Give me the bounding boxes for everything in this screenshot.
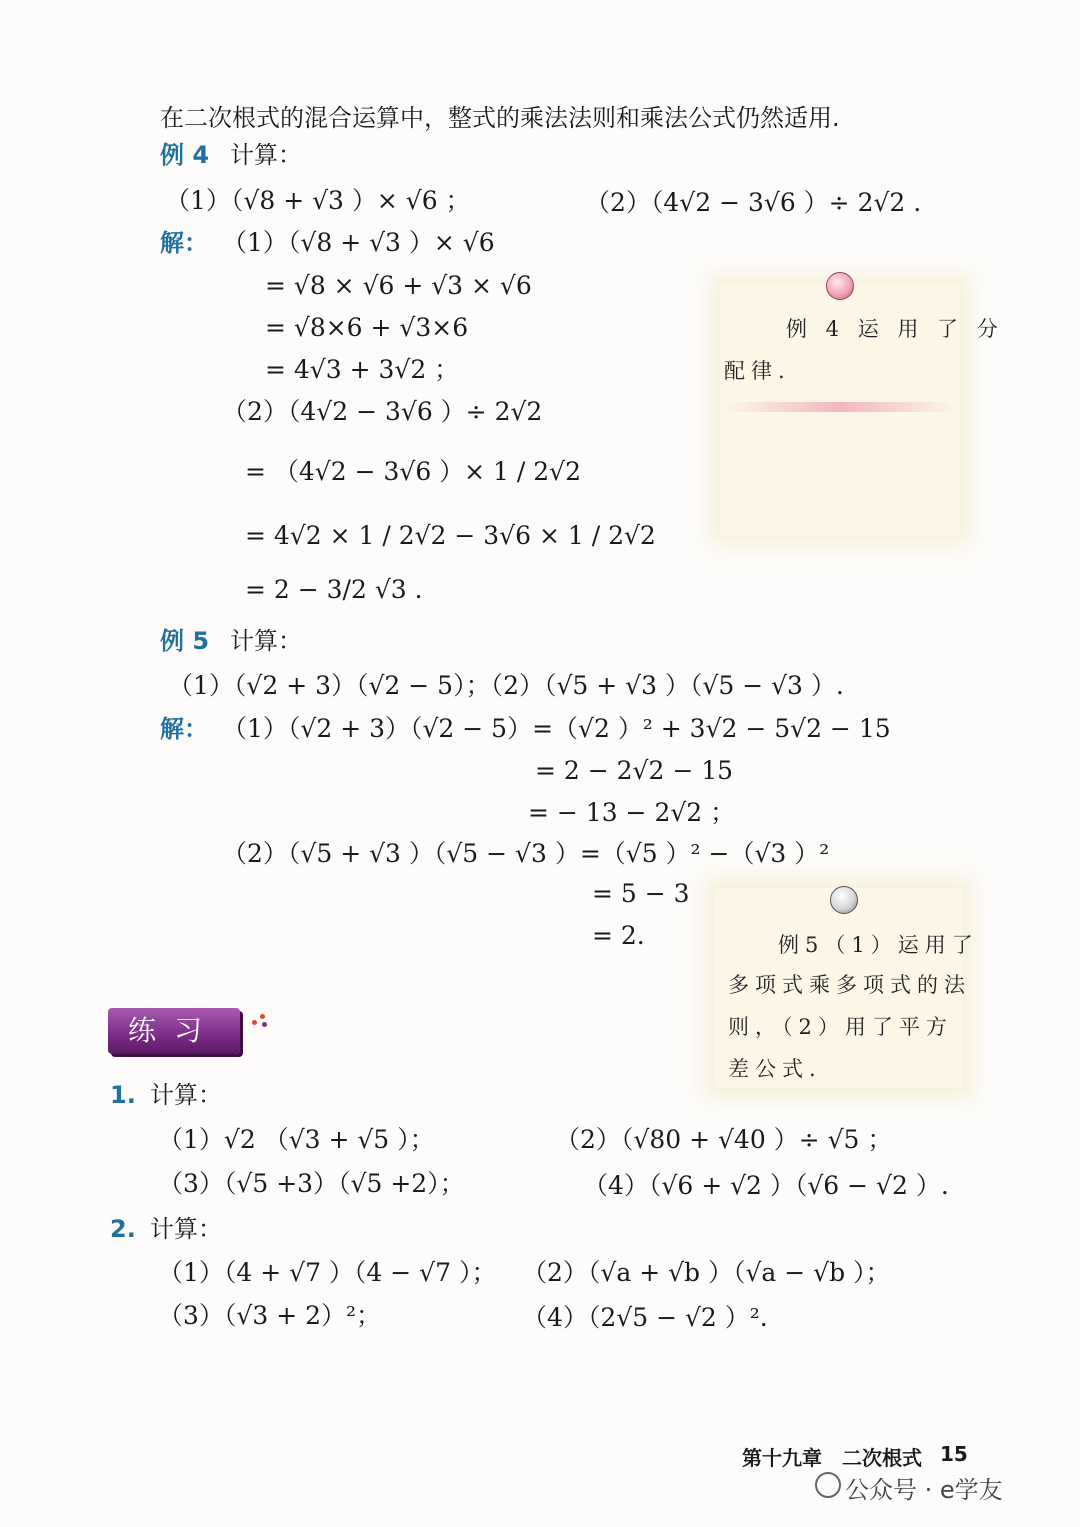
example5-task: 计算： bbox=[230, 627, 302, 655]
example5-solution-label: 解： bbox=[160, 715, 208, 743]
q1-task: 计算： bbox=[150, 1081, 222, 1109]
watermark-text: 公众号 · e学友 bbox=[845, 1476, 1003, 1504]
q1-item-4: （4）（√6 + √2 ）（√6 − √2 ）. bbox=[583, 1171, 949, 1200]
example4-solution-label: 解： bbox=[160, 229, 208, 257]
q2-number: 2. bbox=[110, 1215, 136, 1243]
q1-item-2: （2）（√80 + √40 ）÷ √5 ； bbox=[555, 1125, 893, 1154]
pushpin-icon bbox=[826, 272, 854, 300]
q1-item-3: （3）（√5 +3）（√5 +2）； bbox=[158, 1169, 465, 1198]
example4-label: 例 4 bbox=[160, 141, 210, 169]
example5-part1-line-2: = 2 − 2√2 − 15 bbox=[535, 756, 734, 785]
example4-part1-line-1: （1）（√8 + √3 ）× √6 bbox=[222, 228, 495, 257]
q2-item-3: （3）（√3 + 2）²； bbox=[158, 1301, 382, 1330]
q1-number: 1. bbox=[110, 1081, 136, 1109]
example4-task: 计算： bbox=[230, 141, 302, 169]
q2-item-4: （4）（2√5 − √2 ）². bbox=[522, 1303, 768, 1332]
example4-problem-2: （2）（4√2 − 3√6 ）÷ 2√2 . bbox=[585, 188, 922, 217]
example5-part1-line-3: = − 13 − 2√2 ； bbox=[528, 798, 736, 827]
q2-task: 计算： bbox=[150, 1215, 222, 1243]
example5-note-line-4: 差公式. bbox=[728, 1057, 822, 1081]
q1-item-1: （1）√2 （√3 + √5 ）； bbox=[158, 1125, 435, 1154]
intro-text: 在二次根式的混合运算中，整式的乘法法则和乘法公式仍然适用. bbox=[160, 104, 840, 132]
example4-part2-line-1: （2）（4√2 − 3√6 ）÷ 2√2 bbox=[222, 397, 543, 426]
example5-label: 例 5 bbox=[160, 627, 210, 655]
pushpin-icon bbox=[830, 886, 858, 914]
practice-badge: 练习 bbox=[108, 1008, 240, 1054]
example5-note-line-1: 例5（1）运用了 bbox=[778, 933, 979, 957]
wechat-icon bbox=[815, 1472, 841, 1498]
example4-part2-line-2: = （4√2 − 3√6 ）× 1 / 2√2 bbox=[245, 457, 582, 486]
page-number: 15 bbox=[940, 1442, 968, 1466]
q2-item-1: （1）（4 + √7 ）（4 − √7 ）； bbox=[158, 1258, 497, 1287]
example5-note-line-3: 则，（2）用了平方 bbox=[728, 1015, 953, 1039]
example4-part2-line-4: = 2 − 3/2 √3 . bbox=[245, 575, 423, 604]
example4-part1-line-2: = √8 × √6 + √3 × √6 bbox=[265, 271, 532, 300]
example5-part2-line-3: = 2. bbox=[592, 921, 645, 950]
example4-problem-1: （1）（√8 + √3 ）× √6 ； bbox=[165, 186, 471, 215]
example5-note-line-2: 多项式乘多项式的法 bbox=[728, 973, 971, 997]
example5-problems: （1）（√2 + 3）（√2 − 5）；（2）（√5 + √3 ）（√5 − √3 ）. bbox=[168, 671, 844, 700]
example5-part2-line-1: （2）（√5 + √3 ）（√5 − √3 ）=（√5 ）² −（√3 ）² bbox=[222, 839, 830, 868]
example4-part2-line-3: = 4√2 × 1 / 2√2 − 3√6 × 1 / 2√2 bbox=[245, 521, 656, 550]
example4-part1-line-3: = √8×6 + √3×6 bbox=[265, 313, 469, 342]
example5-part1-line-1: （1）（√2 + 3）（√2 − 5）=（√2 ）² + 3√2 − 5√2 − 15 bbox=[222, 714, 891, 743]
note-stripe bbox=[726, 402, 956, 412]
q2-item-2: （2）（√a + √b ）（√a − √b ）； bbox=[522, 1258, 891, 1287]
example4-part1-line-4: = 4√3 + 3√2 ； bbox=[265, 355, 460, 384]
example4-note-line-1: 例 4 运 用 了 分 bbox=[786, 317, 1004, 341]
example4-note-line-2: 配律. bbox=[724, 359, 791, 383]
chapter-title: 第十九章 二次根式 bbox=[742, 1446, 922, 1470]
example5-part2-line-2: = 5 − 3 bbox=[592, 879, 690, 908]
